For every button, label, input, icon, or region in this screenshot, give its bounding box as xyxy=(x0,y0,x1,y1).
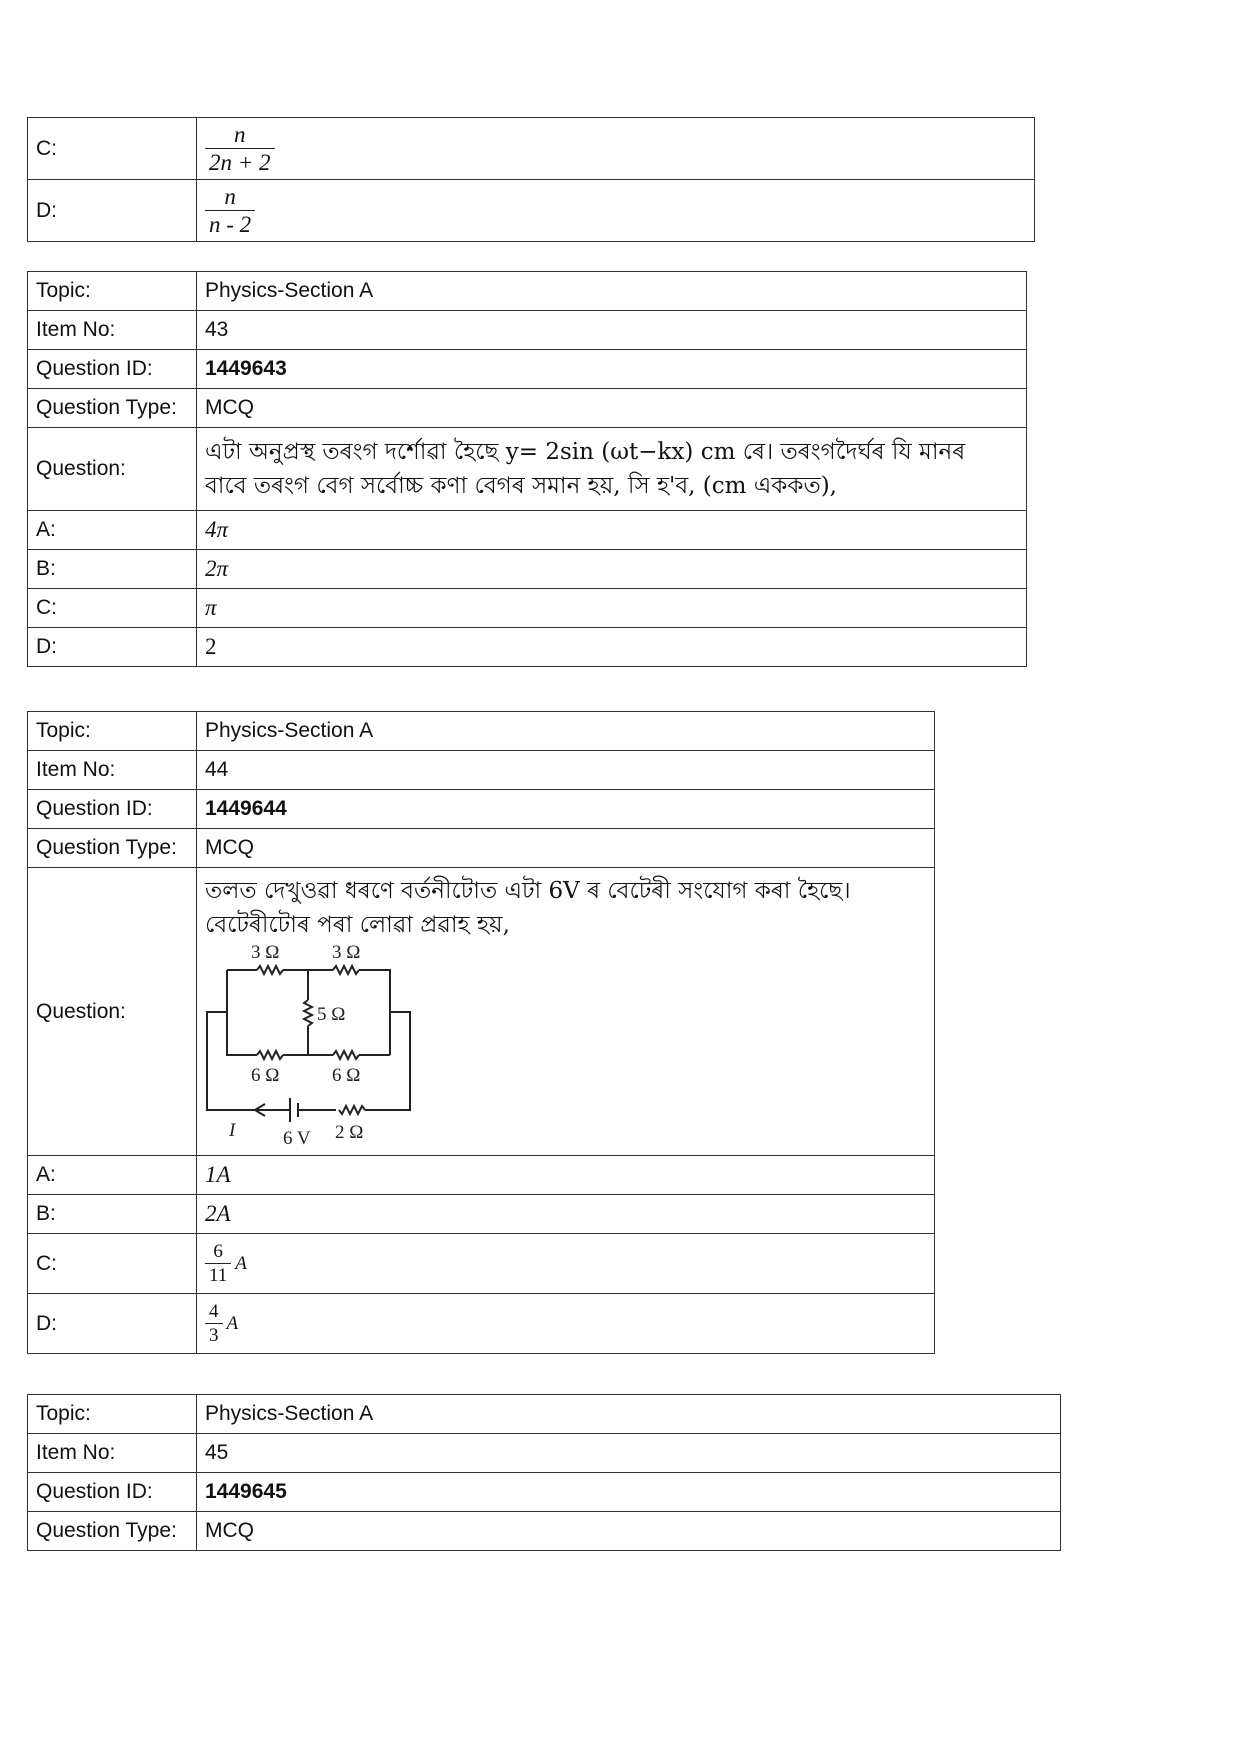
question-type-label: Question Type: xyxy=(28,829,197,868)
fraction: $\frac{6}{11}$ xyxy=(205,1241,231,1287)
question-45-table xyxy=(27,1394,1061,1551)
question-line: বেটেৰীটোৰ পৰা লোৱা প্ৰৱাহ হয়, xyxy=(205,912,510,938)
question-text xyxy=(197,428,1027,511)
topic-label: Topic: xyxy=(28,712,197,751)
question-id-label: Question ID: xyxy=(28,790,197,829)
unit: A xyxy=(226,1312,239,1334)
question-id-label: Question ID: xyxy=(28,350,197,389)
option-value: 1A xyxy=(197,1156,935,1195)
topic-value: Physics-Section A xyxy=(197,1395,1061,1434)
option-label: B: xyxy=(28,550,197,589)
option-label: D: xyxy=(28,628,197,667)
question-42-options-table xyxy=(27,117,1035,242)
label-r-series: 2 Ω xyxy=(335,1122,364,1143)
question-label: Question: xyxy=(28,428,197,511)
label-r-top-left: 3 Ω xyxy=(251,942,280,963)
question-text xyxy=(197,868,935,1156)
item-no-value: 43 xyxy=(197,311,1027,350)
option-value: 4π xyxy=(197,511,1027,550)
label-r-middle: 5 Ω xyxy=(317,1004,346,1025)
option-value xyxy=(197,1234,935,1294)
item-no-value: 44 xyxy=(197,751,935,790)
option-value xyxy=(197,118,1035,180)
circuit-diagram xyxy=(205,940,425,1150)
topic-value: Physics-Section A xyxy=(197,272,1027,311)
item-no-label: Item No: xyxy=(28,751,197,790)
item-no-value: 45 xyxy=(197,1434,1061,1473)
question-line: বাবে তৰংগ বেগ সৰ্বোচ্চ কণা বেগৰ সমান হয়, সি হ'ব, (cm এককত), xyxy=(205,473,837,499)
label-r-top-right: 3 Ω xyxy=(332,942,361,963)
question-line: এটা অনুপ্ৰস্থ তৰংগ দৰ্শোৱা হৈছে y= 2sin (ωt−kx) cm ৰে। তৰংগদৈৰ্ঘৰ যি মানৰ xyxy=(205,439,966,465)
fraction: $\frac{4}{3}$ xyxy=(205,1301,223,1347)
question-id-value: 1449645 xyxy=(197,1473,1061,1512)
question-type-label: Question Type: xyxy=(28,389,197,428)
topic-label: Topic: xyxy=(28,1395,197,1434)
option-label: C: xyxy=(28,589,197,628)
option-value: 2A xyxy=(197,1195,935,1234)
option-label: A: xyxy=(28,1156,197,1195)
question-44-table xyxy=(27,711,935,1354)
option-value xyxy=(197,1294,935,1354)
question-type-value: MCQ xyxy=(197,389,1027,428)
question-line: তলত দেখুওৱা ধৰণে বৰ্তনীটোত এটা 6V ৰ বেটেৰী সংযোগ কৰা হৈছে। xyxy=(205,878,851,904)
label-battery: 6 V xyxy=(283,1128,311,1149)
item-no-label: Item No: xyxy=(28,311,197,350)
question-id-label: Question ID: xyxy=(28,1473,197,1512)
question-type-value: MCQ xyxy=(197,1512,1061,1551)
question-label: Question: xyxy=(28,868,197,1156)
fraction: $\frac{n}{n - 2}$ xyxy=(205,184,255,238)
question-id-value: 1449644 xyxy=(197,790,935,829)
option-label: C: xyxy=(28,118,197,180)
option-label: A: xyxy=(28,511,197,550)
option-value xyxy=(197,180,1035,242)
question-id-value: 1449643 xyxy=(197,350,1027,389)
option-value: π xyxy=(197,589,1027,628)
option-value: 2π xyxy=(197,550,1027,589)
unit: A xyxy=(235,1252,247,1274)
fraction: $\frac{n}{2n + 2}$ xyxy=(205,122,275,176)
label-r-bottom-left: 6 Ω xyxy=(251,1065,280,1086)
question-type-label: Question Type: xyxy=(28,1512,197,1551)
label-r-bottom-right: 6 Ω xyxy=(332,1065,361,1086)
option-label: C: xyxy=(28,1234,197,1294)
item-no-label: Item No: xyxy=(28,1434,197,1473)
option-label: D: xyxy=(28,180,197,242)
question-43-table xyxy=(27,271,1027,667)
option-value: 2 xyxy=(197,628,1027,667)
option-label: D: xyxy=(28,1294,197,1354)
topic-value: Physics-Section A xyxy=(197,712,935,751)
option-label: B: xyxy=(28,1195,197,1234)
question-type-value: MCQ xyxy=(197,829,935,868)
topic-label: Topic: xyxy=(28,272,197,311)
label-current: I xyxy=(229,1120,236,1141)
